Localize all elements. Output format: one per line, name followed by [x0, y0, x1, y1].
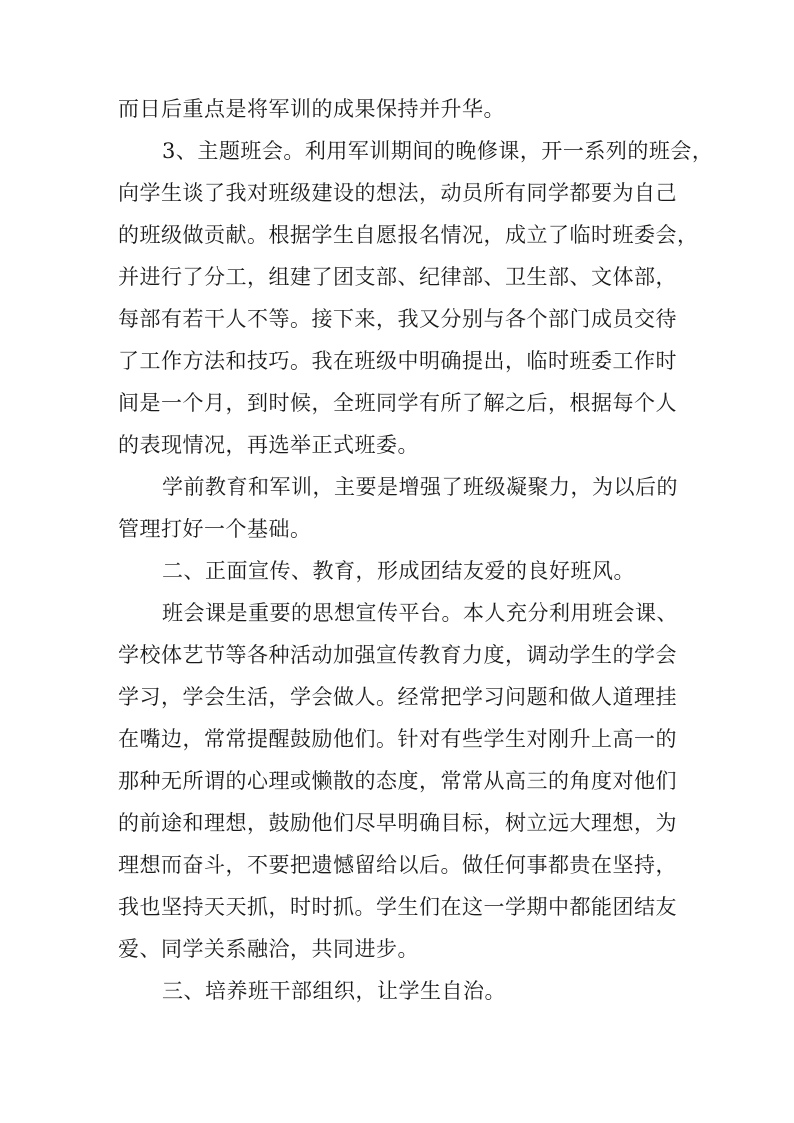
text-line: 的班级做贡献。根据学生自愿报名情况，成立了临时班委会， — [118, 223, 699, 247]
text-line: 爱、同学关系融洽，共同进步。 — [118, 937, 419, 961]
text-line: 了工作方法和技巧。我在班级中明确提出，临时班委工作时 — [118, 349, 677, 373]
section-heading: 三、培养班干部组织，让学生自治。 — [162, 979, 506, 1003]
text-line: 每部有若干人不等。接下来，我又分别与各个部门成员交待 — [118, 307, 677, 331]
text-line: 学前教育和军训，主要是增强了班级凝聚力，为以后的 — [162, 475, 678, 499]
section-heading: 二、正面宣传、教育，形成团结友爱的良好班风。 — [162, 559, 635, 583]
text-line: 间是一个月，到时候，全班同学有所了解之后，根据每个人 — [118, 391, 677, 415]
text-line: 我也坚持天天抓，时时抓。学生们在这一学期中都能团结友 — [118, 895, 677, 919]
text-line: 学校体艺节等各种活动加强宣传教育力度，调动学生的学会 — [118, 643, 677, 667]
text-line: 在嘴边，常常提醒鼓励他们。针对有些学生对刚升上高一的 — [118, 727, 677, 751]
text-line: 那种无所谓的心理或懒散的态度，常常从高三的角度对他们 — [118, 769, 677, 793]
text-line: 并进行了分工，组建了团支部、纪律部、卫生部、文体部， — [118, 265, 677, 289]
text-line: 的表现情况，再选举正式班委。 — [118, 433, 419, 457]
text-line: 向学生谈了我对班级建设的想法，动员所有同学都要为自己 — [118, 181, 677, 205]
text-line: 的前途和理想，鼓励他们尽早明确目标，树立远大理想，为 — [118, 811, 677, 835]
text-line: 管理打好一个基础。 — [118, 517, 312, 541]
text-line: 班会课是重要的思想宣传平台。本人充分利用班会课、 — [162, 601, 678, 625]
text-line: 理想而奋斗，不要把遗憾留给以后。做任何事都贵在坚持， — [118, 853, 677, 877]
text-line: 3、主题班会。利用军训期间的晚修课，开一系列的班会， — [162, 139, 714, 163]
text-line: 学习，学会生活，学会做人。经常把学习问题和做人道理挂 — [118, 685, 677, 709]
text-line: 而日后重点是将军训的成果保持并升华。 — [118, 97, 505, 121]
